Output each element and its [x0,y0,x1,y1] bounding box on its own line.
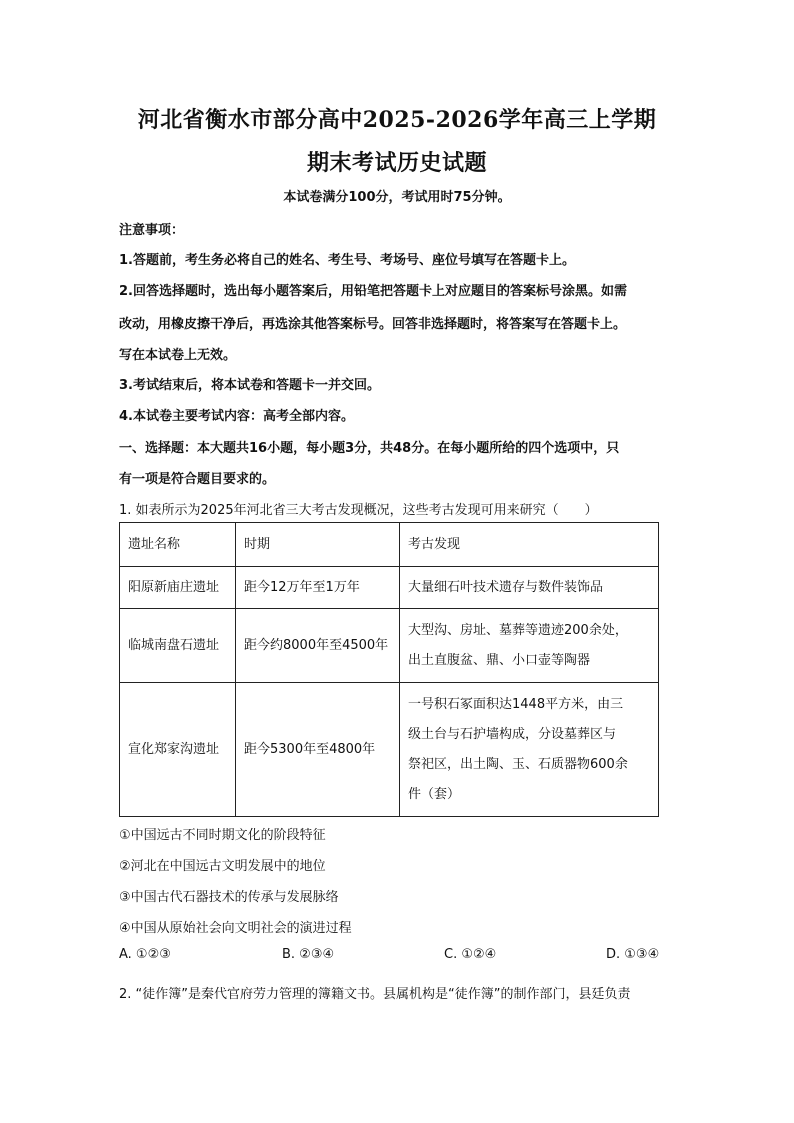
exam-info: 本试卷满分100分，考试用时75分钟。 [283,190,511,205]
period-cell: 距今5300年至4800年 [236,683,400,817]
finding-line: 大量细石叶技术遗存与数件装饰品 [408,579,604,595]
question-2-stem: 2. “徒作簿”是秦代官府劳力管理的簿籍文书。县属机构是“徒作簿”的制作部门，县廷负责 [119,987,631,1002]
finding-cell [400,683,659,817]
period-cell: 距今12万年至1万年 [236,567,400,609]
page-title-line2: 期末考试历史试题 [306,150,487,176]
site-name-cell: 阳原新庙庄遗址 [120,567,236,609]
archaeology-table [119,522,659,817]
finding-cell [400,609,659,683]
note-item: 改动，用橡皮擦干净后，再选涂其他答案标号。回答非选择题时，将答案写在答题卡上。 [119,317,627,332]
statement-4: ④中国从原始社会向文明社会的演进过程 [119,921,352,936]
table-row [120,683,659,817]
option-d[interactable]: D. ①③④ [606,947,660,962]
period-cell: 距今约8000年至4500年 [236,609,400,683]
site-name-cell: 临城南盘石遗址 [120,609,236,683]
statement-2: ②河北在中国远古文明发展中的地位 [119,859,326,874]
notes-heading: 注意事项： [119,223,185,238]
finding-line: 大型沟、房址、墓葬等遗迹200余处， [408,622,628,638]
note-item: 1.答题前，考生务必将自己的姓名、考生号、考场号、座位号填写在答题卡上。 [119,253,575,268]
option-b[interactable]: B. ②③④ [282,947,335,962]
column-header: 遗址名称 [120,523,236,567]
question-1-stem: 1. 如表所示为2025年河北省三大考古发现概况，这些考古发现可用来研究（ ） [119,503,598,518]
finding-cell [400,567,659,609]
table-row [120,609,659,683]
section-heading: 一、选择题：本大题共16小题，每小题3分，共48分。在每小题所给的四个选项中，只 [119,441,620,456]
finding-line: 级土台与石护墙构成，分设墓葬区与 [408,726,617,742]
finding-line: 出土直腹盆、鼎、小口壶等陶器 [408,652,591,668]
section-heading-cont: 有一项是符合题目要求的。 [119,472,276,487]
column-header: 时期 [236,523,400,567]
table-row [120,567,659,609]
statement-1: ①中国远古不同时期文化的阶段特征 [119,828,326,843]
finding-line: 件（套） [408,786,461,802]
finding-line: 一号积石冢面积达1448平方米，由三 [408,696,624,712]
statement-3: ③中国古代石器技术的传承与发展脉络 [119,890,339,905]
page-title: 河北省衡水市部分高中2025-2026学年高三上学期 [137,107,657,133]
option-a[interactable]: A. ①②③ [119,947,171,962]
note-item: 写在本试卷上无效。 [119,348,237,363]
note-item: 2.回答选择题时，选出每小题答案后，用铅笔把答题卡上对应题目的答案标号涂黑。如需 [119,284,627,299]
site-name-cell: 宣化郑家沟遗址 [120,683,236,817]
note-item: 4.本试卷主要考试内容：高考全部内容。 [119,409,354,424]
column-header: 考古发现 [400,523,659,567]
option-c[interactable]: C. ①②④ [444,947,497,962]
table-header-row [120,523,659,567]
note-item: 3.考试结束后，将本试卷和答题卡一并交回。 [119,378,380,393]
finding-line: 祭祀区，出土陶、玉、石质器物600余 [408,756,628,772]
